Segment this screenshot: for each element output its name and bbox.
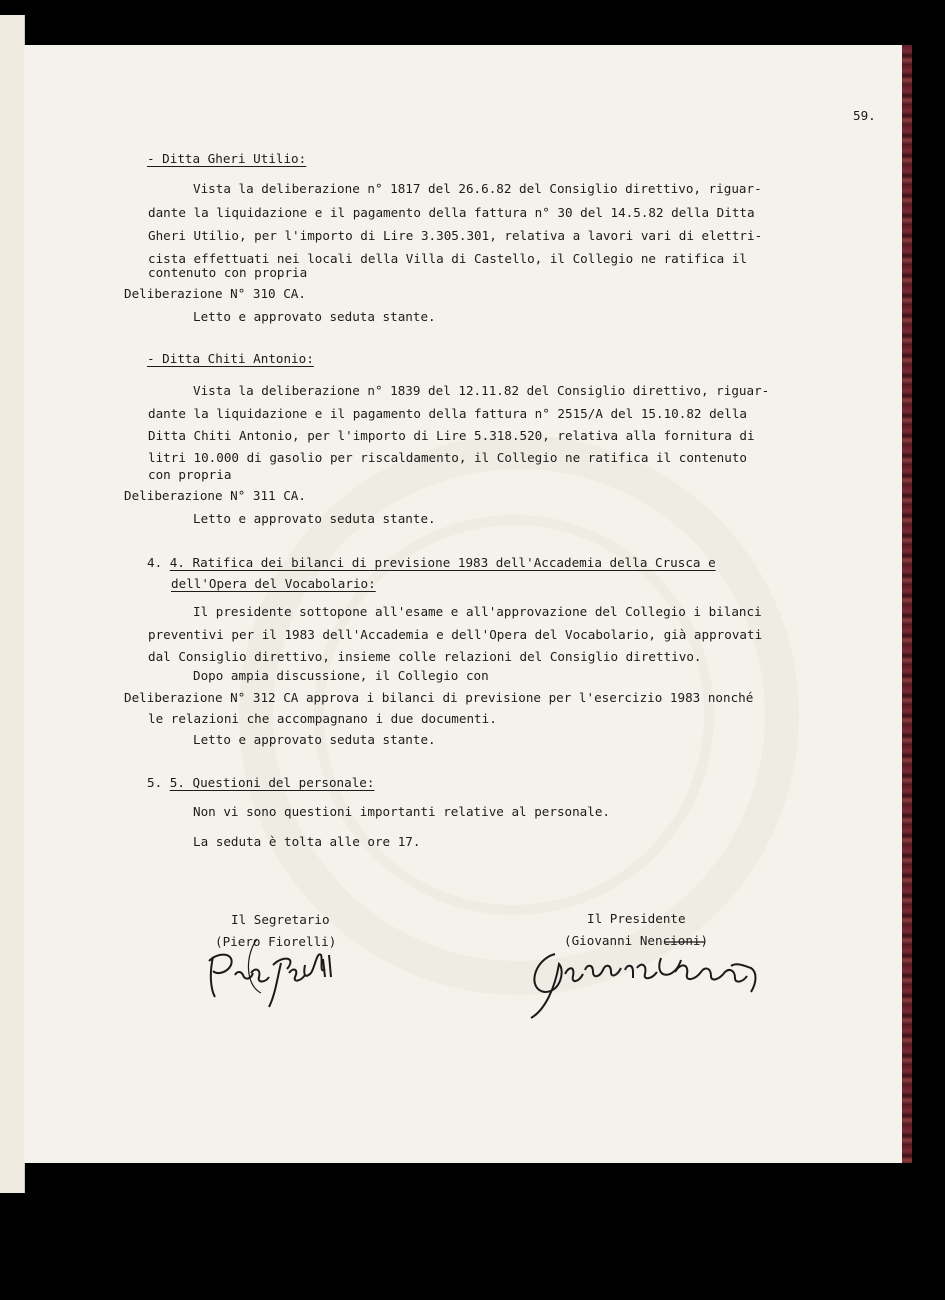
section-5-number: 5. xyxy=(147,775,170,790)
approval-note: Letto e approvato seduta stante. xyxy=(193,309,436,324)
section-5-heading xyxy=(147,777,374,790)
section-4-resolution-line: Deliberazione N° 312 CA approva i bilanci di previsione per l'esercizio 1983 nonché xyxy=(124,690,754,705)
item-body-line: Vista la deliberazione n° 1817 del 26.6.82 del Consiglio direttivo, riguar- xyxy=(193,181,762,196)
secretary-signature xyxy=(205,935,355,1015)
item-body-line: Vista la deliberazione n° 1839 del 12.11.82 del Consiglio direttivo, riguar- xyxy=(193,383,770,398)
section-4-heading-line2: dell'Opera del Vocabolario: xyxy=(171,576,376,591)
section-4-heading xyxy=(147,557,716,570)
item-body-line: contenuto con propria xyxy=(148,265,308,280)
item-heading: - Ditta Chiti Antonio: xyxy=(147,351,314,366)
item-heading: - Ditta Gheri Utilio: xyxy=(147,151,307,166)
item-body-line: litri 10.000 di gasolio per riscaldamento, il Collegio ne ratifica il contenuto xyxy=(148,450,747,465)
item-body-line: Ditta Chiti Antonio, per l'importo di Lire 5.318.520, relativa alla fornitura di xyxy=(148,428,755,443)
item-body-line: dante la liquidazione e il pagamento della fattura n° 2515/A del 15.10.82 della xyxy=(148,406,747,421)
section-4-number: 4. xyxy=(147,555,170,570)
closing-line: La seduta è tolta alle ore 17. xyxy=(193,834,421,849)
item-body-line: con propria xyxy=(148,467,232,482)
secretary-name: (Piero Fiorelli) xyxy=(215,934,337,949)
approval-note: Letto e approvato seduta stante. xyxy=(193,732,436,747)
president-name: (Giovanni Nencioni) xyxy=(564,933,709,948)
page-number: 59. xyxy=(853,108,876,123)
president-title: Il Presidente xyxy=(587,911,686,926)
section-4-body-line: Il presidente sottopone all'esame e all'approvazione del Collegio i bilanci xyxy=(193,604,762,619)
section-5-heading-text: 5. Questioni del personale: xyxy=(169,775,375,790)
resolution-number: Deliberazione N° 311 CA. xyxy=(124,488,306,503)
item-body-line: dante la liquidazione e il pagamento della fattura n° 30 del 14.5.82 della Ditta xyxy=(148,205,755,220)
item-body-line: cista effettuati nei locali della Villa di Castello, il Collegio ne ratifica il xyxy=(148,251,747,266)
section-4-body-line: dal Consiglio direttivo, insieme colle relazioni del Consiglio direttivo. xyxy=(148,649,702,664)
president-signature xyxy=(525,930,765,1025)
section-5-body-line: Non vi sono questioni importanti relative al personale. xyxy=(193,804,611,819)
item-body-line: Gheri Utilio, per l'importo di Lire 3.305.301, relativa a lavori vari di elettri- xyxy=(148,228,763,243)
section-4-body-line: Dopo ampia discussione, il Collegio con xyxy=(193,668,489,683)
section-4-body-line: preventivi per il 1983 dell'Accademia e dell'Opera del Vocabolario, già approvati xyxy=(148,627,763,642)
previous-page-edge xyxy=(0,15,25,1193)
section-4-body-line: le relazioni che accompagnano i due documenti. xyxy=(148,711,497,726)
secretary-title: Il Segretario xyxy=(231,912,330,927)
resolution-number: Deliberazione N° 310 CA. xyxy=(124,286,306,301)
section-4-heading-line1: 4. Ratifica dei bilanci di previsione 1983 dell'Accademia della Crusca e xyxy=(169,555,716,570)
approval-note: Letto e approvato seduta stante. xyxy=(193,511,436,526)
